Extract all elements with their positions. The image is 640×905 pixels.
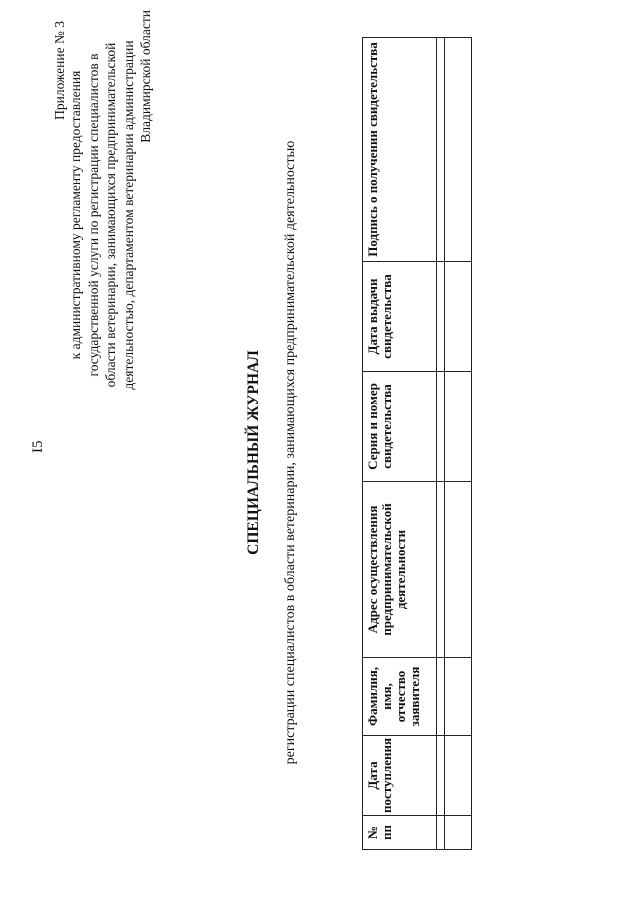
column-header-certificate-series: Серия и номер свидетельства xyxy=(363,372,437,482)
table-cell xyxy=(437,482,445,658)
journal-subtitle: регистрации специалистов в области ветеринарии, занимающихся предпринимательской деятельностью xyxy=(283,140,298,765)
appendix-line: области ветеринарии, занимающихся предпринимательской xyxy=(103,42,118,388)
appendix-description xyxy=(67,10,155,420)
table-cell xyxy=(445,262,472,372)
table-cell xyxy=(437,38,445,262)
column-header-receipt-signature: Подпись о получении свидетельства xyxy=(363,38,437,262)
table-cell xyxy=(445,372,472,482)
table-cell xyxy=(437,658,445,736)
appendix-line: деятельностью, департаментом ветеринарии администрации xyxy=(120,40,136,390)
table-cell xyxy=(445,736,472,816)
table-cell xyxy=(445,482,472,658)
column-header-applicant-name: Фамилия, имя, отчество заявителя xyxy=(363,658,437,736)
journal-table xyxy=(362,37,472,850)
appendix-title: Приложение № 3 xyxy=(52,21,67,120)
journal-title: СПЕЦИАЛЬНЫЙ ЖУРНАЛ xyxy=(245,350,262,555)
table-cell xyxy=(437,736,445,816)
column-header-business-address: Адрес осуществления предпринимательской деятельности xyxy=(363,482,437,658)
table-row xyxy=(445,38,472,850)
table-cell xyxy=(445,816,472,850)
table-cell xyxy=(445,38,472,262)
table-cell xyxy=(437,816,445,850)
table-header-row xyxy=(363,38,437,850)
table-cell xyxy=(437,262,445,372)
column-header-number: № пп xyxy=(363,816,437,850)
table-cell xyxy=(437,372,445,482)
appendix-line: к административному регламенту предоставления xyxy=(68,70,83,360)
table-cell xyxy=(445,658,472,736)
column-header-date-received: Дата поступления xyxy=(363,736,437,816)
appendix-line: государственной услуги по регистрации специалистов в xyxy=(85,53,101,377)
table-row xyxy=(437,38,445,850)
page-number: I5 xyxy=(30,440,46,453)
appendix-line: Владимирской области xyxy=(138,10,153,143)
column-header-issue-date: Дата выдачи свидетельства xyxy=(363,262,437,372)
